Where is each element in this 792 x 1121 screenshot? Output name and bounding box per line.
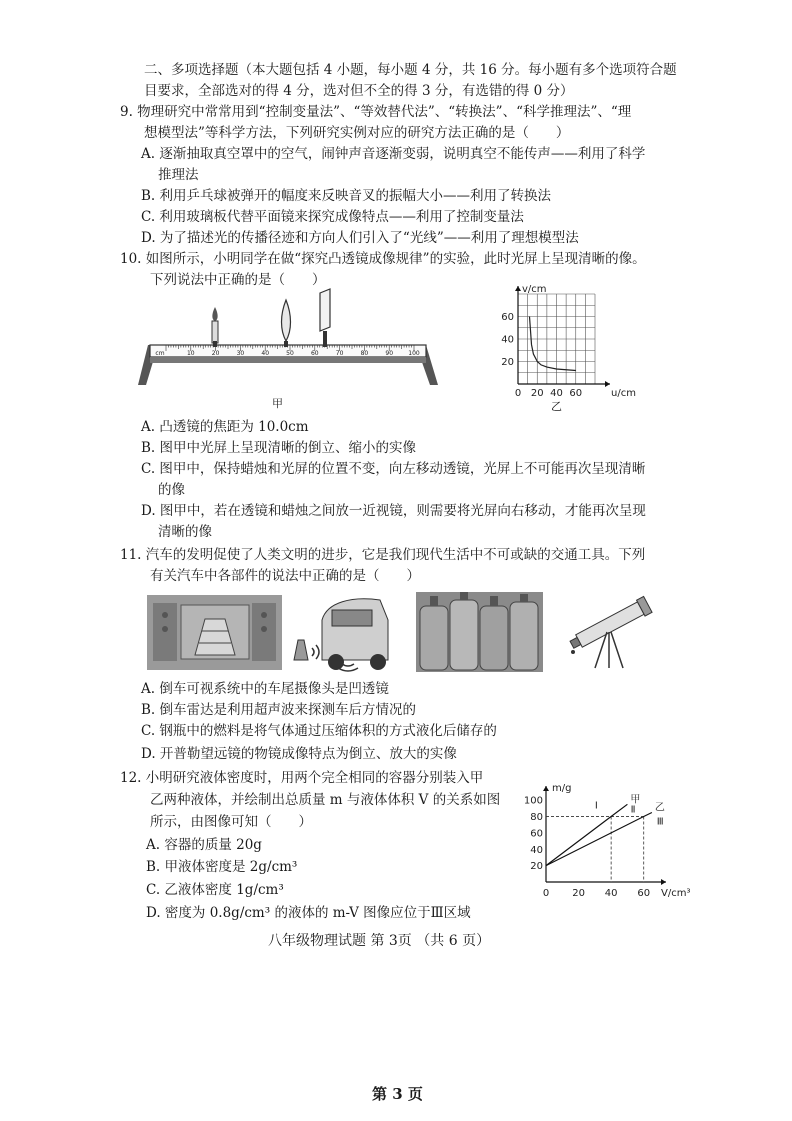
- light-screen: [320, 289, 330, 347]
- q10-option-b: B. 图甲中光屏上呈现清晰的倒立、缩小的实像: [141, 440, 417, 456]
- uv-x-tick-label: 0: [514, 388, 522, 399]
- uv-chart-tick-labels: [501, 312, 582, 399]
- mv-region-label: Ⅱ: [630, 804, 636, 816]
- mv-chart: [520, 782, 695, 912]
- q11-option-c: C. 钢瓶中的燃料是将气体通过压缩体积的方式液化后储存的: [141, 723, 497, 739]
- uv-chart: [490, 282, 640, 412]
- figure-yi-label: 乙: [551, 400, 562, 413]
- mv-series-line: [546, 804, 627, 865]
- q11-stem-line1: 11. 汽车的发明促使了人类文明的进步，它是我们现代生活中不可或缺的交通工具。下列: [120, 547, 646, 563]
- uv-y-tick-label: 20: [501, 357, 514, 368]
- ruler-tick-label: 10: [186, 350, 195, 357]
- mv-y-axis-label: m/g: [552, 783, 572, 794]
- q11-option-b: B. 倒车雷达是利用超声波来探测车后方情况的: [141, 702, 417, 718]
- q9-stem-line1: 9. 物理研究中常常用到“控制变量法”、“等效替代法”、“转换法”、“科学推理法”、“理: [120, 104, 632, 120]
- section-heading-line2: 目要求，全部选对的得 4 分，选对但不全的得 3 分，有选错的得 0 分）: [144, 83, 574, 99]
- mv-y-arrow: [543, 786, 549, 791]
- q9-stem-line2: 想模型法”等科学方法，下列研究实例对应的研究方法正确的是（ ）: [144, 125, 570, 141]
- q9-option-d: D. 为了描述光的传播径迹和方向人们引入了“光线”——利用了理想模型法: [141, 230, 579, 246]
- mv-x-axis-label: V/cm³: [661, 888, 691, 899]
- uv-chart-grid: [518, 294, 595, 384]
- mv-region-label: Ⅲ: [656, 816, 664, 828]
- mv-x-tick-label: 0: [542, 888, 550, 899]
- optical-bench-figure: [138, 285, 443, 410]
- q10-option-a: A. 凸透镜的焦距为 10.0cm: [141, 419, 309, 435]
- ruler-base: [150, 357, 426, 363]
- mv-chart-axes: [543, 786, 666, 885]
- uv-x-tick-label: 40: [550, 388, 563, 399]
- uv-curve: [530, 317, 576, 371]
- ruler-tick-label: 60: [310, 350, 319, 357]
- q10-stem-line2: 下列说法中正确的是（ ）: [150, 272, 326, 288]
- ruler-tick-label: 90: [385, 350, 394, 357]
- mv-x-tick-label: 60: [637, 888, 651, 899]
- ruler-tick-label: cm: [155, 350, 165, 357]
- q9-option-c: C. 利用玻璃板代替平面镜来探究成像特点——利用了控制变量法: [141, 209, 524, 225]
- reverse-radar-car-image: [292, 590, 392, 672]
- q12-option-c: C. 乙液体密度 1g/cm³: [146, 882, 284, 898]
- q10-option-d-line2: 清晰的像: [158, 524, 212, 540]
- ruler-tick-label: 70: [335, 350, 344, 357]
- mv-x-tick-label: 20: [572, 888, 585, 899]
- mv-chart-series: [546, 793, 665, 865]
- mv-y-tick-label: 80: [530, 812, 543, 824]
- mv-series-label: 乙: [654, 802, 665, 814]
- convex-lens: [282, 300, 291, 347]
- ruler-tick-label: 20: [211, 350, 220, 357]
- reverse-camera-display-image: [147, 595, 282, 670]
- q12-stem-line2: 乙两种液体，并绘制出总质量 m 与液体体积 V 的关系如图: [150, 792, 501, 808]
- q10-option-c-line2: 的像: [158, 482, 185, 498]
- q11-option-a: A. 倒车可视系统中的车尾摄像头是凹透镜: [141, 681, 389, 697]
- q10-option-c-line1: C. 图甲中，保持蜡烛和光屏的位置不变，向左移动透镜，光屏上不可能再次呈现清晰: [141, 461, 646, 477]
- footer-page-info: 八年级物理试题 第 3页 （共 6 页）: [268, 933, 491, 949]
- ruler-tick-label: 50: [286, 350, 294, 357]
- mv-region-label: Ⅰ: [594, 800, 598, 812]
- uv-x-arrow: [605, 381, 610, 387]
- page-number: 第 3 页: [372, 1085, 423, 1103]
- kepler-telescope-image: [563, 590, 658, 672]
- q11-option-d: D. 开普勒望远镜的物镜成像特点为倒立、放大的实像: [141, 746, 457, 762]
- fuel-cylinders-image: [416, 592, 543, 672]
- mv-y-tick-label: 60: [530, 828, 543, 840]
- uv-x-axis-label: u/cm: [611, 388, 636, 399]
- uv-y-axis-label: v/cm: [522, 284, 547, 295]
- q12-option-b: B. 甲液体密度是 2g/cm³: [146, 859, 298, 875]
- uv-x-tick-label: 20: [530, 388, 544, 399]
- uv-x-tick-label: 60: [569, 388, 583, 399]
- q12-stem-line1: 12. 小明研究液体密度时，用两个完全相同的容器分别装入甲: [120, 770, 484, 786]
- mv-y-tick-label: 20: [530, 861, 543, 873]
- mv-y-tick-label: 100: [523, 795, 543, 807]
- q11-stem-line2: 有关汽车中各部件的说法中正确的是（ ）: [150, 568, 420, 584]
- q10-stem-line1: 10. 如图所示，小明同学在做“探究凸透镜成像规律”的实验，此时光屏上呈现清晰的像。: [120, 251, 646, 267]
- ruler-tick-label: 100: [408, 350, 420, 357]
- mv-chart-dashed-guides: [546, 817, 644, 882]
- uv-y-tick-label: 40: [501, 334, 514, 346]
- section-heading-line1: 二、多项选择题（本大题包括 4 小题，每小题 4 分，共 16 分。每小题有多个选项符合题: [144, 62, 677, 78]
- uv-chart-axes: [515, 286, 610, 387]
- figure-jia-label: 甲: [272, 397, 283, 410]
- mv-series-label: 甲: [630, 794, 641, 806]
- q9-option-a-line1: A. 逐渐抽取真空罩中的空气，闹钟声音逐渐变弱，说明真空不能传声——利用了科学: [141, 146, 646, 162]
- mv-y-tick-label: 40: [530, 844, 543, 856]
- ruler-tick-label: 40: [261, 350, 270, 357]
- q12-stem-line3: 所示，由图像可知（ ）: [150, 814, 312, 830]
- q9-option-b: B. 利用乒乓球被弹开的幅度来反映音叉的振幅大小——利用了转换法: [141, 188, 552, 204]
- q12-option-a: A. 容器的质量 20g: [146, 837, 262, 853]
- candle: [212, 307, 218, 347]
- uv-y-tick-label: 60: [501, 312, 514, 323]
- mv-x-tick-label: 40: [604, 888, 618, 899]
- q10-option-d-line1: D. 图甲中，若在透镜和蜡烛之间放一近视镜，则需要将光屏向右移动，才能再次呈现: [141, 503, 646, 519]
- ruler-tick-label: 80: [360, 350, 369, 357]
- q12-option-d: D. 密度为 0.8g/cm³ 的液体的 m-V 图像应位于Ⅲ区域: [146, 905, 471, 921]
- mv-x-arrow: [661, 879, 666, 885]
- q9-option-a-line2: 推理法: [158, 167, 199, 183]
- ruler-tick-label: 30: [236, 350, 245, 357]
- mv-series-line: [546, 813, 652, 866]
- uv-y-arrow: [515, 286, 521, 291]
